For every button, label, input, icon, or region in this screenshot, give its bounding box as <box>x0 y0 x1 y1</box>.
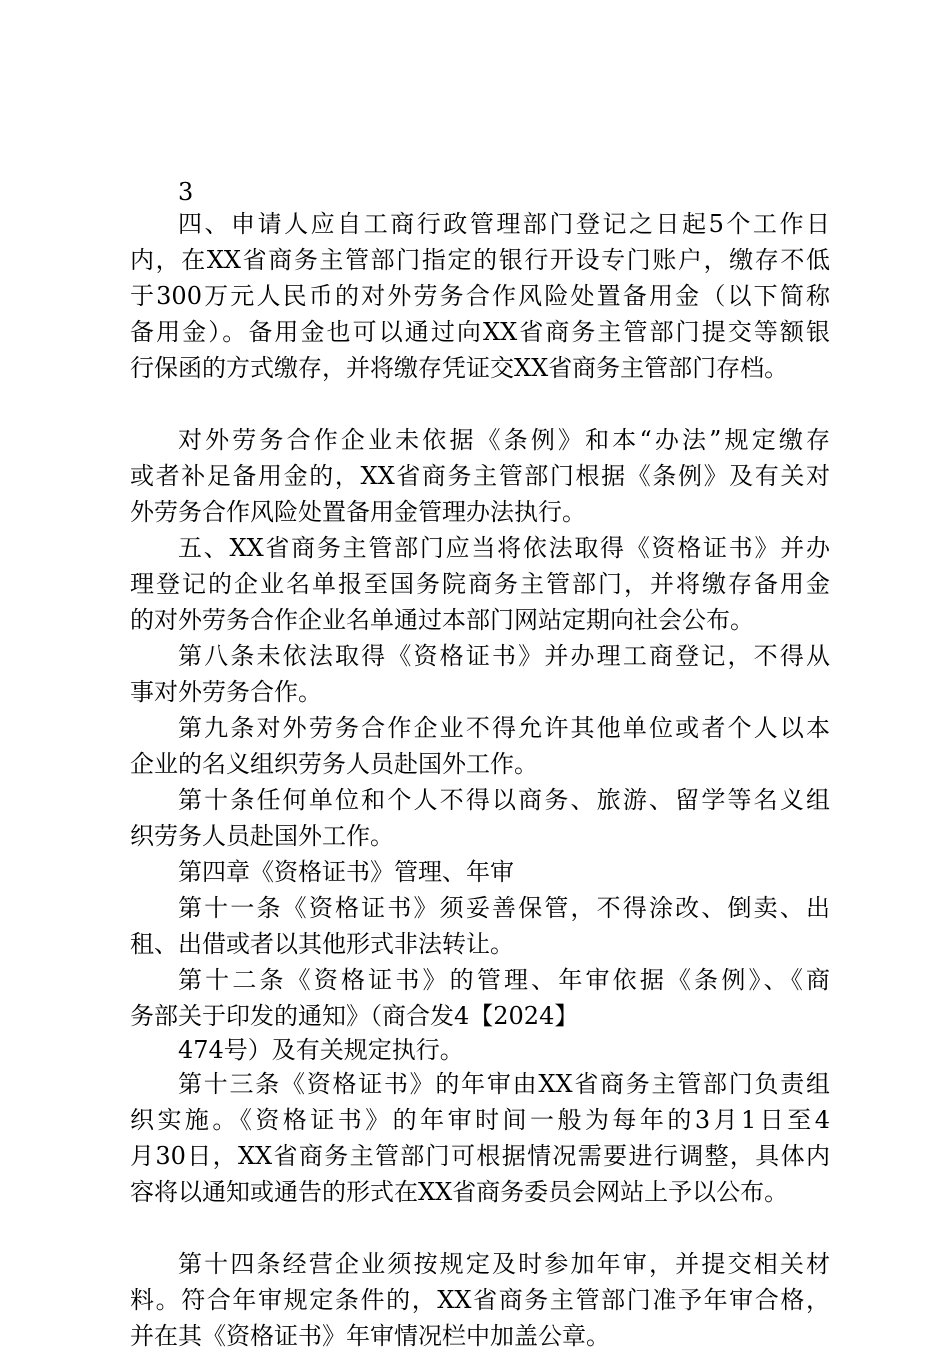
paragraph-line: 第九条对外劳务合作企业不得允许其他单位或者个人以本 <box>178 714 830 742</box>
paragraph-line: 第十二条《资格证书》的管理、年审依据《条例》、《商 <box>178 966 830 994</box>
paragraph-line: 内，在XX省商务主管部门指定的银行开设专门账户，缴存不低 <box>130 246 830 274</box>
paragraph-line: 第十一条《资格证书》须妥善保管，不得涂改、倒卖、出 <box>178 894 830 922</box>
paragraph-line: 织劳务人员赴国外工作。 <box>130 822 394 850</box>
paragraph-line: 于300万元人民币的对外劳务合作风险处置备用金（以下简称 <box>130 282 830 310</box>
paragraph-line: 并在其《资格证书》年审情况栏中加盖公章。 <box>130 1322 610 1350</box>
paragraph-line: 对外劳务合作企业未依据《条例》和本“办法”规定缴存 <box>178 426 830 454</box>
paragraph-line: 企业的名义组织劳务人员赴国外工作。 <box>130 750 538 778</box>
paragraph-line: 事对外劳务合作。 <box>130 678 322 706</box>
paragraph-line: 四、申请人应自工商行政管理部门登记之日起5个工作日 <box>178 210 830 238</box>
paragraph-line: 第十条任何单位和个人不得以商务、旅游、留学等名义组 <box>178 786 830 814</box>
paragraph-line: 理登记的企业名单报至国务院商务主管部门，并将缴存备用金 <box>130 570 830 598</box>
paragraph-line: 料。符合年审规定条件的，XX省商务主管部门准予年审合格， <box>130 1286 830 1314</box>
paragraph-line: 第八条未依法取得《资格证书》并办理工商登记，不得从 <box>178 642 830 670</box>
paragraph-line: 474号）及有关规定执行。 <box>178 1036 464 1064</box>
paragraph-line: 第十三条《资格证书》的年审由XX省商务主管部门负责组 <box>178 1070 830 1098</box>
chapter-heading: 第四章《资格证书》管理、年审 <box>178 858 514 886</box>
paragraph-line: 或者补足备用金的，XX省商务主管部门根据《条例》及有关对 <box>130 462 830 490</box>
page-number: 3 <box>178 178 194 206</box>
paragraph-line: 五、XX省商务主管部门应当将依法取得《资格证书》并办 <box>178 534 830 562</box>
paragraph-line: 容将以通知或通告的形式在XX省商务委员会网站上予以公布。 <box>130 1178 789 1206</box>
paragraph-line: 织实施。《资格证书》的年审时间一般为每年的3月1日至4 <box>130 1106 830 1134</box>
paragraph-line: 月30日，XX省商务主管部门可根据情况需要进行调整，具体内 <box>130 1142 830 1170</box>
paragraph-line: 务部关于印发的通知》（商合发4【2024】 <box>130 1002 579 1030</box>
paragraph-line: 外劳务合作风险处置备用金管理办法执行。 <box>130 498 586 526</box>
paragraph-line: 的对外劳务合作企业名单通过本部门网站定期向社会公布。 <box>130 606 754 634</box>
paragraph-line: 第十四条经营企业须按规定及时参加年审，并提交相关材 <box>178 1250 830 1278</box>
paragraph-line: 租、出借或者以其他形式非法转让。 <box>130 930 514 958</box>
paragraph-line: 备用金）。备用金也可以通过向XX省商务主管部门提交等额银 <box>130 318 830 346</box>
paragraph-line: 行保函的方式缴存，并将缴存凭证交XX省商务主管部门存档。 <box>130 354 789 382</box>
